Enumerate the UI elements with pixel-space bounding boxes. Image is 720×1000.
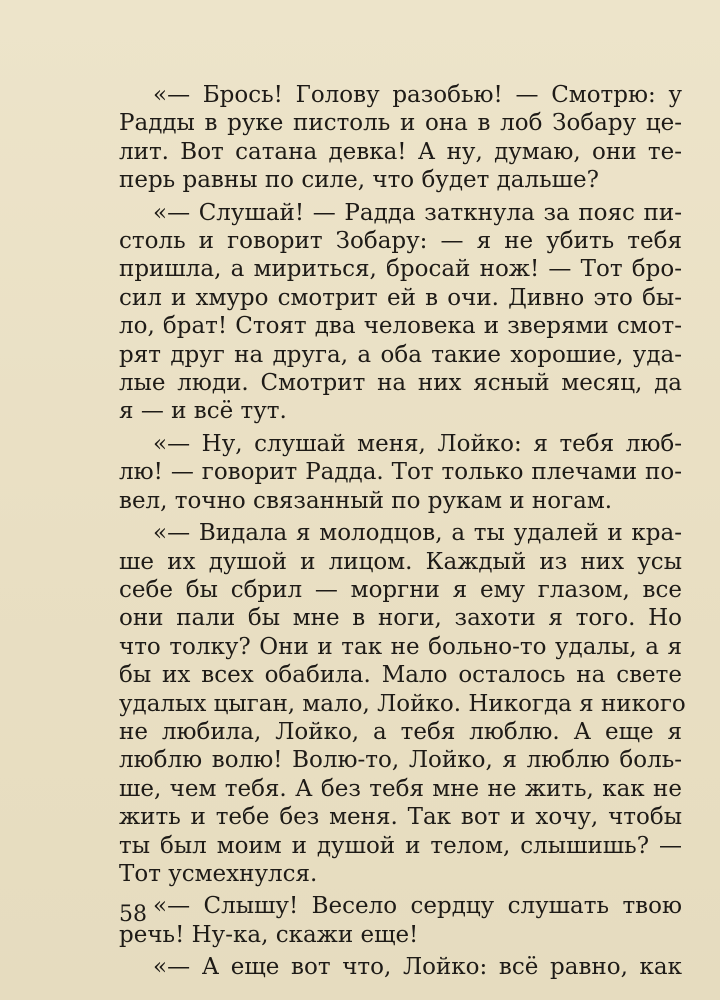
text-line: ты был моим и душой и телом, слышишь? — — [119, 832, 682, 859]
text-line: Радды в руке пистоль и она в лоб Зобару це- — [119, 110, 682, 137]
text-line: Тот усмехнулся. — [119, 860, 318, 887]
page-body-text — [119, 81, 686, 986]
text-line: лые люди. Смотрит на них ясный месяц, да — [119, 370, 682, 397]
text-line: себе бы сбрил — моргни я ему глазом, все — [119, 576, 682, 603]
text-line: «— А еще вот что, Лойко: всё равно, как — [153, 954, 682, 981]
text-line: столь и говорит Зобару: — я не убить тебя — [119, 228, 682, 255]
text-line: перь равны по силе, что будет дальше? — [119, 167, 599, 194]
paragraph — [119, 953, 682, 981]
text-line: «— Видала я молодцов, а ты удалей и кра- — [153, 520, 682, 547]
text-line: сил и хмуро смотрит ей в очи. Дивно это бы- — [119, 284, 682, 311]
text-line: бы их всех обабила. Мало осталось на свете — [119, 662, 682, 689]
paragraph — [119, 430, 682, 515]
paragraph — [119, 199, 682, 426]
text-line: ло, брат! Стоят два человека и зверями смот- — [119, 313, 682, 340]
text-line: ше их душой и лицом. Каждый из них усы — [119, 548, 682, 575]
paragraph — [119, 892, 682, 949]
text-line: «— Слушай! — Радда заткнула за пояс пи- — [153, 199, 682, 226]
text-line: что толку? Они и так не больно-то удалы, а я — [119, 633, 682, 660]
text-line: ше, чем тебя. А без тебя мне не жить, как не — [119, 775, 682, 802]
text-line: люблю волю! Волю-то, Лойко, я люблю боль- — [119, 747, 682, 774]
page-number: 58 — [119, 902, 147, 927]
text-line: жить и тебе без меня. Так вот и хочу, чтобы — [119, 804, 682, 831]
text-line: пришла, а мириться, бросай нож! — Тот бро- — [119, 256, 682, 283]
text-line: «— Брось! Голову разобью! — Смотрю: у — [153, 82, 682, 108]
text-line: рят друг на друга, а оба такие хорошие, уда- — [119, 341, 682, 368]
text-line: лю! — говорит Радда. Тот только плечами по- — [119, 459, 682, 486]
text-line: не любила, Лойко, а тебя люблю. А еще я — [119, 718, 682, 745]
text-line: речь! Ну-ка, скажи еще! — [119, 921, 419, 948]
text-line: они пали бы мне в ноги, захоти я того. Но — [119, 605, 682, 632]
paragraph — [119, 81, 682, 195]
text-line: «— Слышу! Весело сердцу слушать твою — [153, 893, 682, 920]
text-line: вел, точно связанный по рукам и ногам. — [119, 487, 613, 514]
text-line: я — и всё тут. — [119, 398, 287, 425]
text-line: «— Ну, слушай меня, Лойко: я тебя люб- — [153, 430, 682, 457]
paragraph — [119, 519, 686, 888]
text-line: лит. Вот сатана девка! А ну, думаю, они те- — [119, 138, 682, 165]
text-line: удалых цыган, мало, Лойко. Никогда я никого — [119, 690, 686, 717]
